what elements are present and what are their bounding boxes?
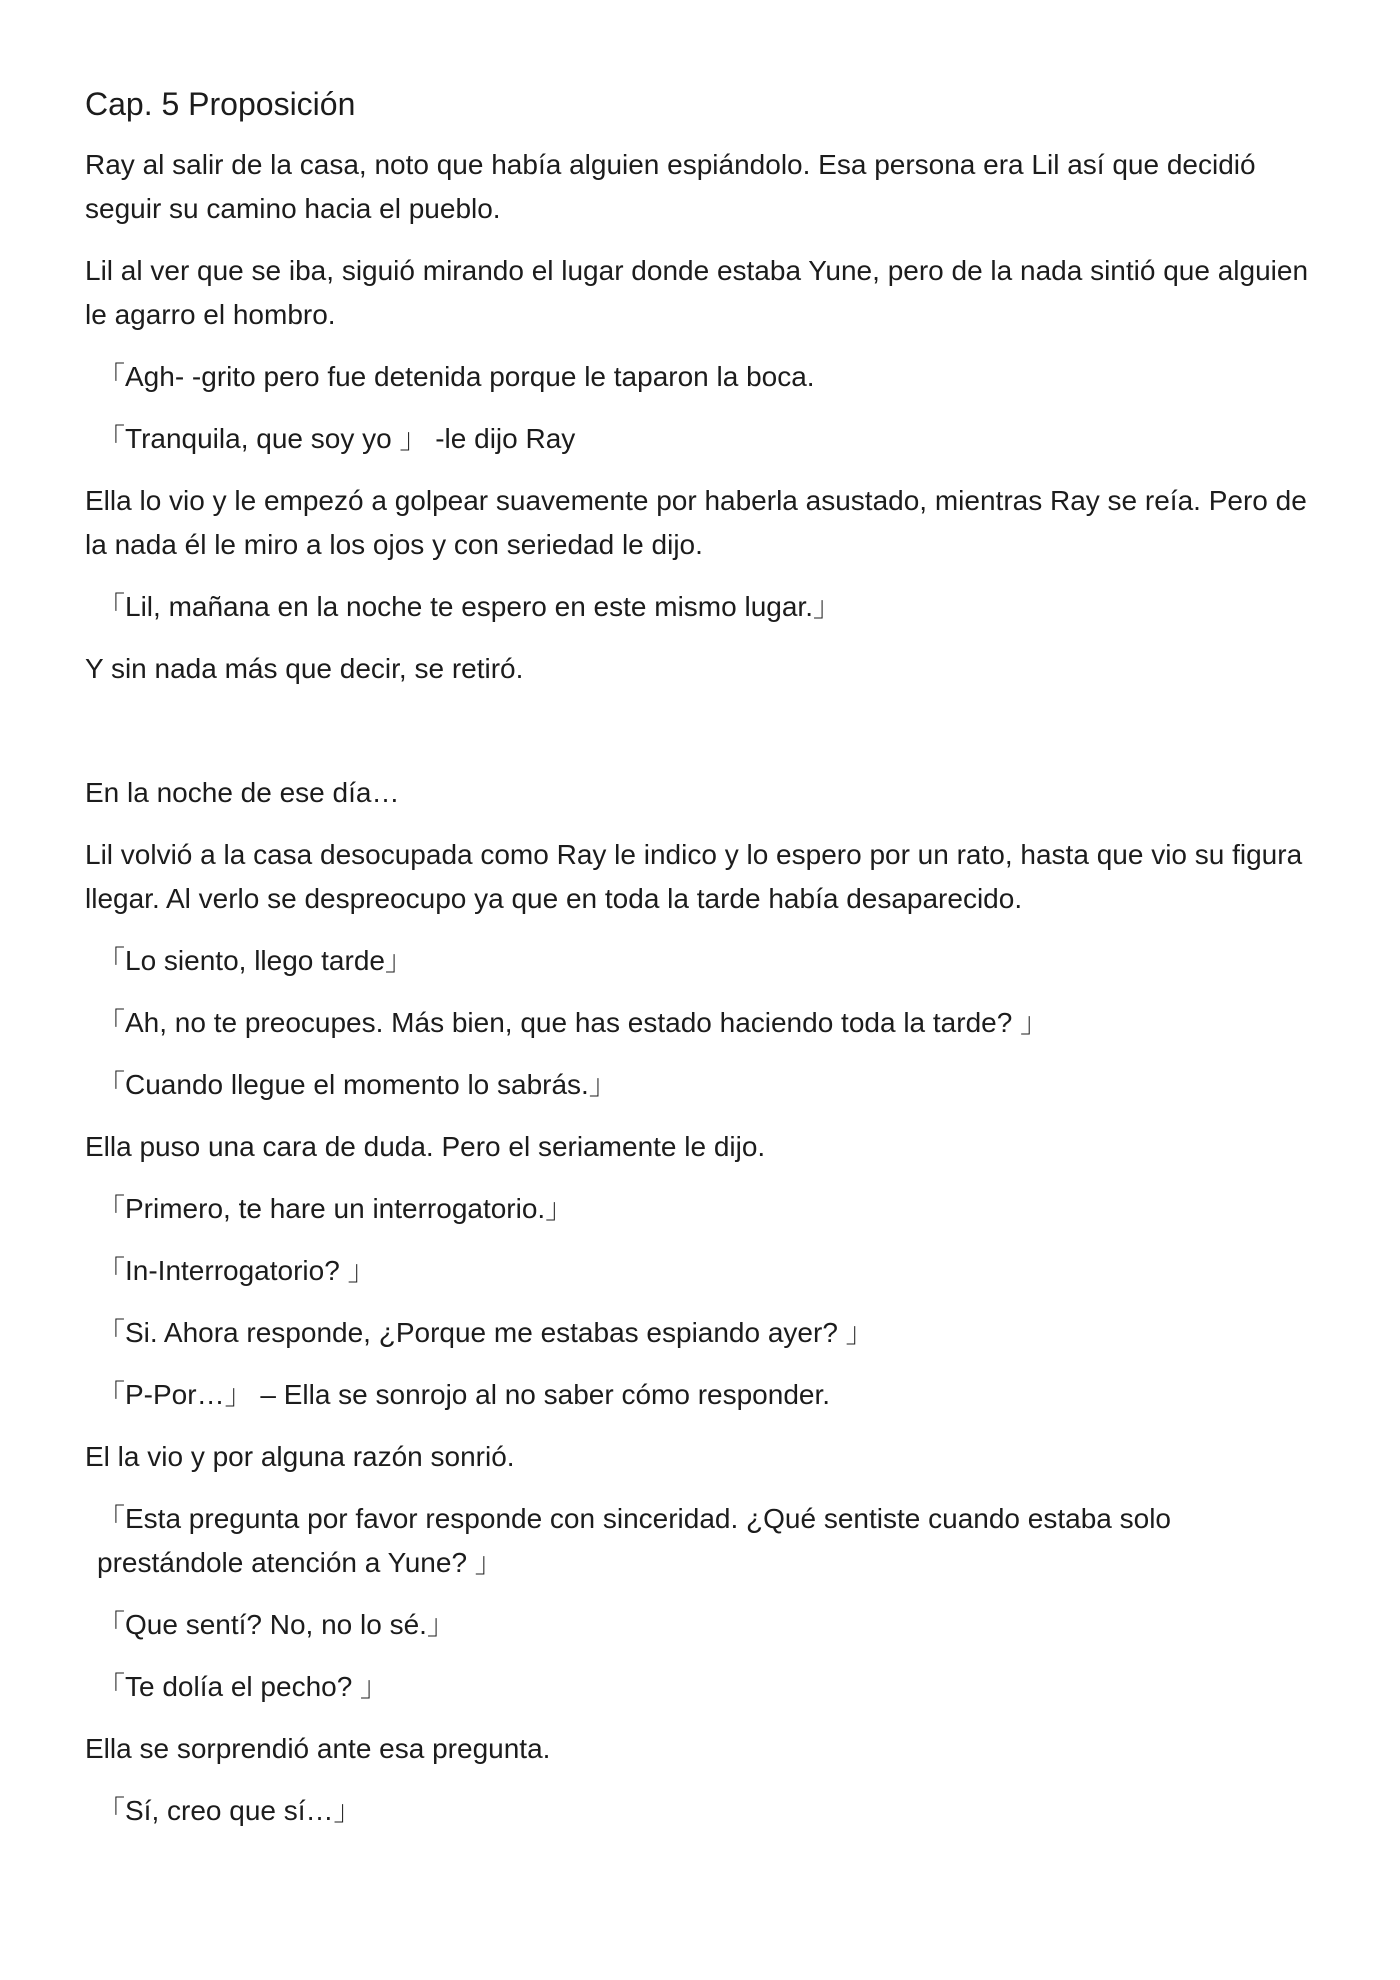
dialogue-line: 「P-Por…」 – Ella se sonrojo al no saber cómo responder. xyxy=(97,1379,831,1410)
paragraph: Ella se sorprendió ante esa pregunta. xyxy=(85,1733,551,1764)
dialogue-line: 「Lil, mañana en la noche te espero en este mismo lugar.」 xyxy=(97,591,841,622)
paragraph: Ella puso una cara de duda. Pero el seriamente le dijo. xyxy=(85,1131,766,1162)
paragraph: Y sin nada más que decir, se retiró. xyxy=(85,653,524,684)
dialogue-line: 「Cuando llegue el momento lo sabrás.」 xyxy=(97,1069,617,1100)
dialogue-line: 「Sí, creo que sí…」 xyxy=(97,1795,362,1826)
dialogue-line: 「Primero, te hare un interrogatorio.」 xyxy=(97,1193,574,1224)
dialogue-line: 「Lo siento, llego tarde」 xyxy=(97,945,413,976)
dialogue-line: 「Que sentí? No, no lo sé.」 xyxy=(97,1609,455,1640)
dialogue-line: 「Agh- -grito pero fue detenida porque le taparon la boca. xyxy=(97,361,815,392)
dialogue-line: 「Esta pregunta por favor responde con sinceridad. ¿Qué sentiste cuando estaba solo prestándole atención a Yune? 」 xyxy=(97,1503,1171,1578)
paragraph: Ella lo vio y le empezó a golpear suavemente por haberla asustado, mientras Ray se reía. Pero de la nada él le miro a los ojos y con seriedad le dijo. xyxy=(85,485,1307,560)
paragraph: Lil al ver que se iba, siguió mirando el lugar donde estaba Yune, pero de la nada sintió que alguien le agarro el hombro. xyxy=(85,255,1309,330)
paragraph: El la vio y por alguna razón sonrió. xyxy=(85,1441,515,1472)
paragraph: En la noche de ese día… xyxy=(85,777,400,808)
chapter-title: Cap. 5 Proposición xyxy=(85,86,356,122)
dialogue-line: 「Tranquila, que soy yo 」 -le dijo Ray xyxy=(97,423,576,454)
paragraph: Lil volvió a la casa desocupada como Ray le indico y lo espero por un rato, hasta que vio su figura llegar. Al verlo se despreocupo ya que en toda la tarde había desaparecido. xyxy=(85,839,1303,914)
section-break xyxy=(85,709,1320,771)
dialogue-line: 「Ah, no te preocupes. Más bien, que has estado haciendo toda la tarde? 」 xyxy=(97,1007,1049,1038)
paragraph: Ray al salir de la casa, noto que había alguien espiándolo. Esa persona era Lil así que decidió seguir su camino hacia el pueblo. xyxy=(85,149,1256,224)
dialogue-line: 「In-Interrogatorio? 」 xyxy=(97,1255,376,1286)
dialogue-line: 「Te dolía el pecho? 」 xyxy=(97,1671,389,1702)
dialogue-line: 「Si. Ahora responde, ¿Porque me estabas espiando ayer? 」 xyxy=(97,1317,874,1348)
